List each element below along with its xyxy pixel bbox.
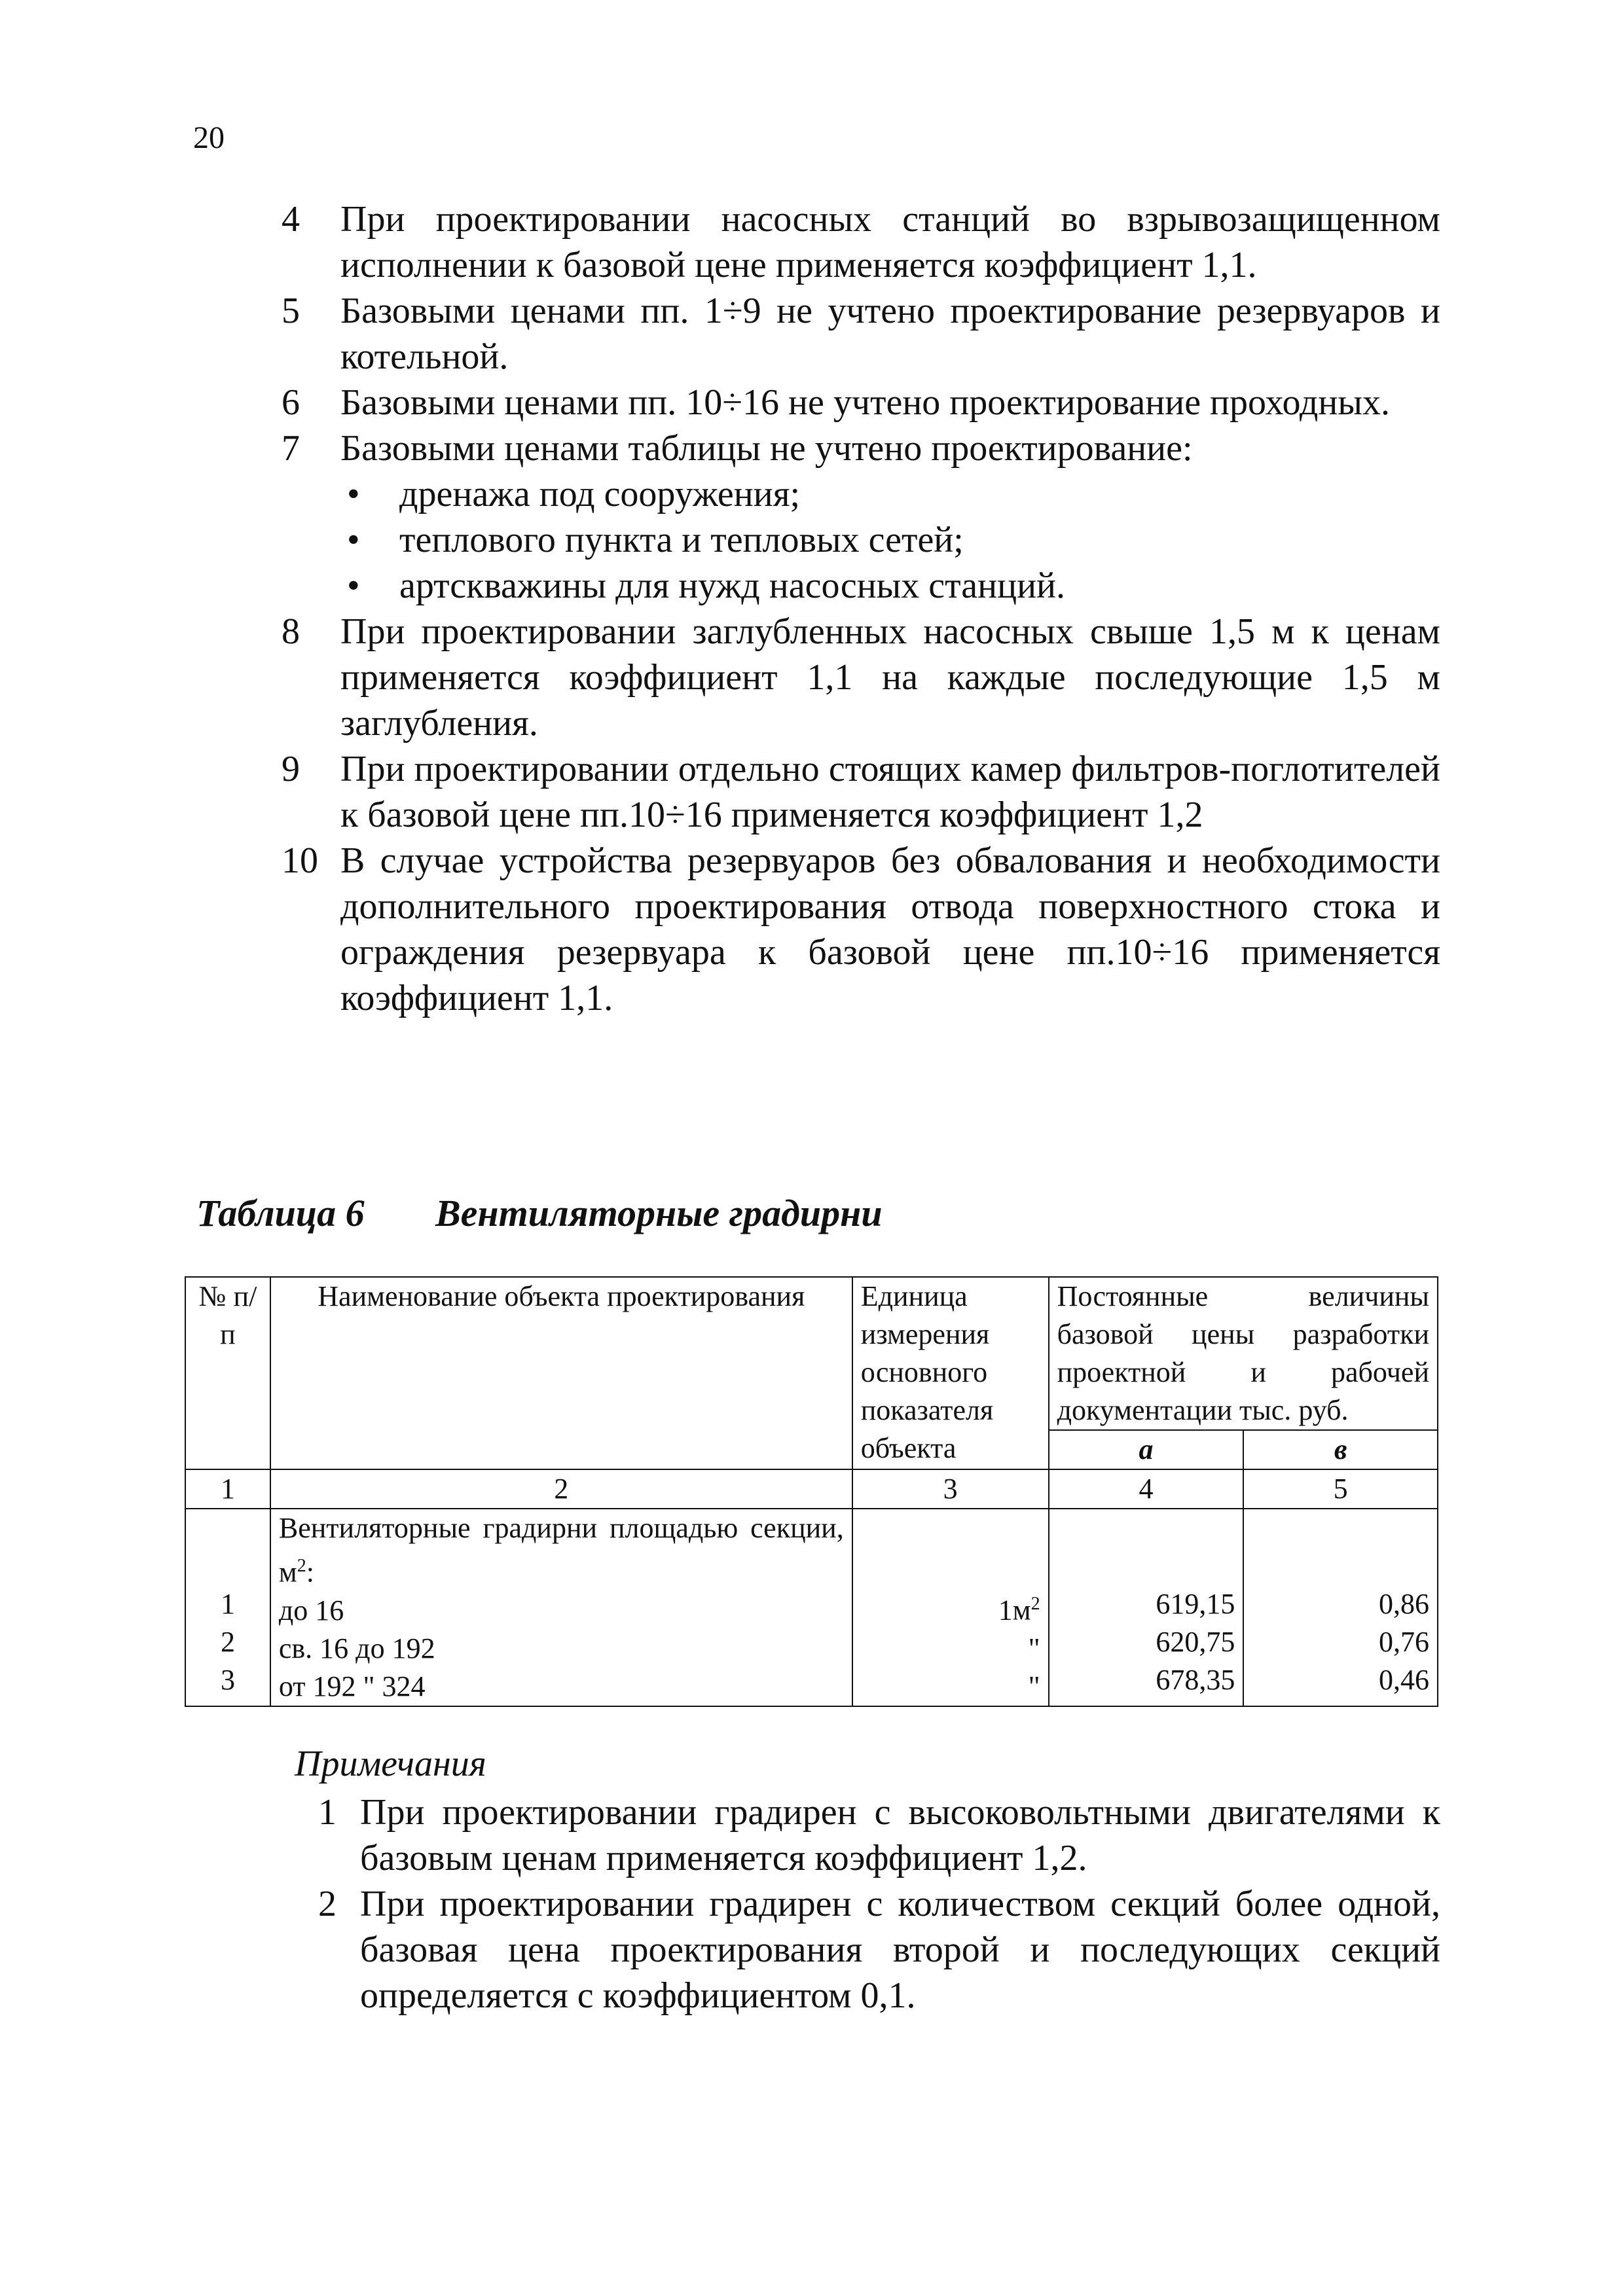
note-item: [282, 196, 1440, 288]
header-b: в: [1243, 1430, 1438, 1469]
header-unit: Единица измерения основного показателя объекта: [852, 1277, 1049, 1469]
row-unit: ": [1028, 1670, 1040, 1702]
note-number: 8: [282, 611, 300, 652]
header-num: № п/п: [185, 1277, 270, 1469]
table-row: [185, 1509, 1438, 1706]
index-cell: 3: [852, 1469, 1049, 1509]
note-text: Базовыми ценами пп. 10÷16 не учтено проектирование проходных.: [340, 382, 1390, 423]
index-cell: 1: [185, 1469, 270, 1509]
table-title: Вентиляторные градирни: [435, 1192, 883, 1234]
note-text: При проектировании заглубленных насосных свыше 1,5 м к ценам применяется коэффициент 1,1 на каждые последующие 1,5 м заглубления.: [340, 611, 1440, 744]
row-a: 620,75: [1156, 1626, 1235, 1658]
row-num: 3: [220, 1664, 235, 1696]
row-a: 678,35: [1156, 1664, 1235, 1696]
row-a-col: [1049, 1509, 1244, 1706]
note-number: 4: [282, 199, 300, 240]
remark-item: [295, 1789, 1440, 1881]
row-name: до 16: [278, 1594, 344, 1626]
note-item: [282, 380, 1440, 425]
row-name: от 192 " 324: [278, 1670, 426, 1702]
note-item: [282, 746, 1440, 838]
bullet-item: • теплового пункта и тепловых сетей;: [340, 517, 1440, 563]
row-b: 0,46: [1379, 1664, 1429, 1696]
row-unit: ": [1028, 1632, 1040, 1664]
note-text: При проектировании насосных станций во взрывозащищенном исполнении к базовой цене применяется коэффициент 1,1.: [340, 199, 1440, 285]
note-item: [282, 288, 1440, 380]
note-item: [282, 838, 1440, 1021]
note-item: [282, 425, 1440, 471]
note-text: Базовыми ценами таблицы не учтено проектирование:: [340, 428, 1193, 469]
note-text: В случае устройства резервуаров без обвалования и необходимости дополнительного проектирования отвода поверхностного стока и ограждения резервуара к базовой цене пп.10÷16 применяется коэффициент 1,1.: [340, 840, 1440, 1018]
group-label: Вентиляторные градирни площадью секции, $м^2$:: [278, 1512, 844, 1588]
row-a: 619,15: [1156, 1588, 1235, 1620]
note-number: 7: [282, 428, 300, 469]
row-name-col: [270, 1509, 852, 1706]
note-number: 5: [282, 291, 300, 331]
row-b: 0,76: [1379, 1626, 1429, 1658]
table-header-row: [185, 1277, 1438, 1430]
remarks: [295, 1741, 1440, 2018]
table-index-row: [185, 1469, 1438, 1509]
row-num: 2: [220, 1626, 235, 1658]
remark-text: При проектировании градирен с высоковольтными двигателями к базовым ценам применяется коэффициент 1,2.: [360, 1792, 1440, 1878]
table-label: Таблица 6: [196, 1192, 365, 1234]
remark-item: [295, 1881, 1440, 2018]
index-cell: 5: [1243, 1469, 1438, 1509]
page-number: 20: [193, 120, 225, 155]
bullet-item: • дренажа под сооружения;: [340, 471, 1440, 517]
remark-text: При проектировании градирен с количеством секций более одной, базовая цена проектирования второй и последующих секций определяется с коэффициентом 0,1.: [360, 1884, 1440, 2016]
row-name: св. 16 до 192: [278, 1632, 435, 1664]
header-a: а: [1049, 1430, 1244, 1469]
note-text: При проектировании отдельно стоящих камер фильтров-поглотителей к базовой цене пп.10÷16 применяется коэффициент 1,2: [340, 749, 1440, 835]
prices-table: [185, 1276, 1438, 1707]
row-b: 0,86: [1379, 1588, 1429, 1620]
row-b-col: [1243, 1509, 1438, 1706]
note-number: 9: [282, 749, 300, 789]
header-name: Наименование объекта проектирования: [270, 1277, 852, 1469]
note-number: 10: [282, 840, 318, 881]
note-item: [282, 609, 1440, 746]
index-cell: 2: [270, 1469, 852, 1509]
row-num-col: [185, 1509, 270, 1706]
header-const: Постоянные величины базовой цены разработки проектной и рабочей документации тыс. руб.: [1049, 1277, 1438, 1430]
remark-number: 2: [318, 1884, 337, 1924]
row-unit: $1м^2$: [998, 1594, 1040, 1626]
remarks-heading: Примечания: [295, 1744, 486, 1784]
row-num: 1: [220, 1588, 235, 1620]
row-unit-col: [852, 1509, 1049, 1706]
remark-number: 1: [318, 1792, 337, 1833]
index-cell: 4: [1049, 1469, 1244, 1509]
table-caption: [196, 1191, 883, 1235]
bullet-item: • артскважины для нужд насосных станций.: [340, 563, 1440, 609]
bullet-list: [282, 471, 1440, 609]
notes-list: [282, 196, 1440, 1021]
note-number: 6: [282, 382, 300, 423]
note-text: Базовыми ценами пп. 1÷9 не учтено проектирование резервуаров и котельной.: [340, 291, 1440, 377]
